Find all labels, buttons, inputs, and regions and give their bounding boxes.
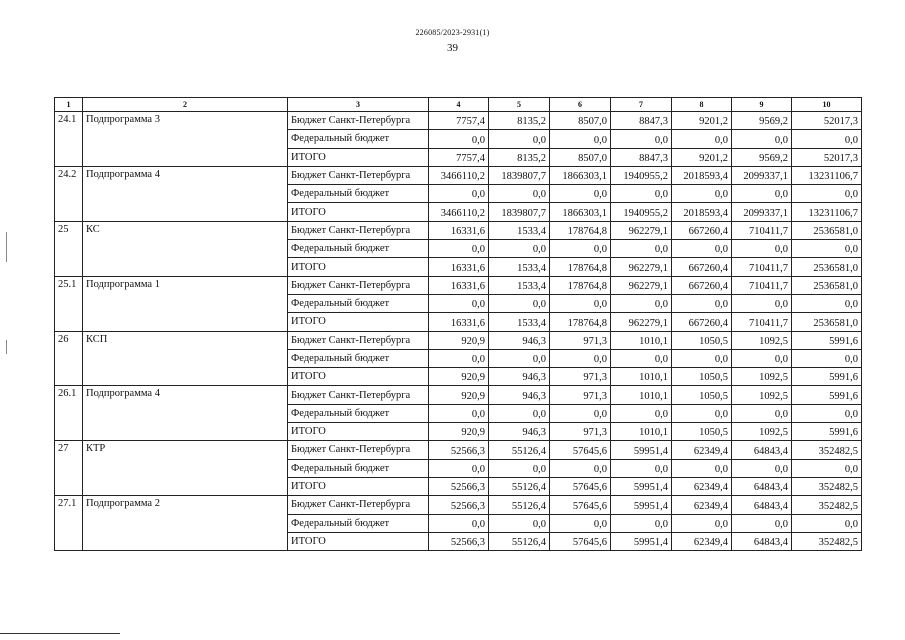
- amount-cell: 0,0: [672, 404, 732, 422]
- amount-cell: 0,0: [550, 514, 611, 532]
- program-name: Подпрограмма 3: [83, 112, 288, 167]
- funding-source: Федеральный бюджет: [288, 404, 429, 422]
- funding-source: Федеральный бюджет: [288, 130, 429, 148]
- amount-cell: 1092,5: [732, 331, 792, 349]
- amount-cell: 0,0: [550, 459, 611, 477]
- amount-cell: 0,0: [550, 404, 611, 422]
- funding-source: ИТОГО: [288, 368, 429, 386]
- amount-cell: 0,0: [672, 294, 732, 312]
- amount-cell: 0,0: [550, 294, 611, 312]
- program-name: КС: [83, 221, 288, 276]
- amount-cell: 62349,4: [672, 477, 732, 495]
- amount-cell: 55126,4: [489, 477, 550, 495]
- amount-cell: 971,3: [550, 423, 611, 441]
- funding-source: Федеральный бюджет: [288, 294, 429, 312]
- amount-cell: 0,0: [550, 185, 611, 203]
- amount-cell: 971,3: [550, 386, 611, 404]
- amount-cell: 62349,4: [672, 532, 732, 550]
- amount-cell: 178764,8: [550, 258, 611, 276]
- amount-cell: 0,0: [429, 404, 489, 422]
- amount-cell: 962279,1: [611, 276, 672, 294]
- amount-cell: 0,0: [429, 240, 489, 258]
- amount-cell: 971,3: [550, 331, 611, 349]
- amount-cell: 0,0: [429, 459, 489, 477]
- amount-cell: 0,0: [732, 185, 792, 203]
- amount-cell: 0,0: [732, 459, 792, 477]
- amount-cell: 0,0: [672, 459, 732, 477]
- row-number: 25.1: [55, 276, 83, 331]
- amount-cell: 57645,6: [550, 477, 611, 495]
- amount-cell: 971,3: [550, 368, 611, 386]
- amount-cell: 1866303,1: [550, 166, 611, 184]
- amount-cell: 3466110,2: [429, 166, 489, 184]
- table-row: [55, 331, 862, 349]
- amount-cell: 710411,7: [732, 313, 792, 331]
- amount-cell: 1866303,1: [550, 203, 611, 221]
- funding-source: Федеральный бюджет: [288, 514, 429, 532]
- amount-cell: 946,3: [489, 331, 550, 349]
- amount-cell: 667260,4: [672, 276, 732, 294]
- table-row: [55, 112, 862, 130]
- amount-cell: 0,0: [611, 130, 672, 148]
- amount-cell: 920,9: [429, 331, 489, 349]
- column-header: 4: [429, 98, 489, 112]
- scan-margin-mark: [6, 340, 7, 354]
- amount-cell: 8507,0: [550, 112, 611, 130]
- amount-cell: 7757,4: [429, 112, 489, 130]
- amount-cell: 8135,2: [489, 148, 550, 166]
- amount-cell: 667260,4: [672, 258, 732, 276]
- funding-source: ИТОГО: [288, 203, 429, 221]
- amount-cell: 352482,5: [792, 441, 862, 459]
- footer-rule: [0, 633, 120, 634]
- amount-cell: 710411,7: [732, 258, 792, 276]
- amount-cell: 710411,7: [732, 276, 792, 294]
- amount-cell: 0,0: [732, 349, 792, 367]
- amount-cell: 1092,5: [732, 386, 792, 404]
- row-number: 26.1: [55, 386, 83, 441]
- amount-cell: 0,0: [672, 185, 732, 203]
- amount-cell: 962279,1: [611, 313, 672, 331]
- amount-cell: 946,3: [489, 368, 550, 386]
- table-row: [55, 221, 862, 239]
- amount-cell: 2018593,4: [672, 166, 732, 184]
- amount-cell: 0,0: [792, 349, 862, 367]
- amount-cell: 55126,4: [489, 496, 550, 514]
- amount-cell: 352482,5: [792, 496, 862, 514]
- amount-cell: 178764,8: [550, 313, 611, 331]
- funding-source: ИТОГО: [288, 258, 429, 276]
- program-name: Подпрограмма 4: [83, 166, 288, 221]
- program-name: Подпрограмма 1: [83, 276, 288, 331]
- amount-cell: 946,3: [489, 423, 550, 441]
- amount-cell: 64843,4: [732, 496, 792, 514]
- amount-cell: 2536581,0: [792, 221, 862, 239]
- amount-cell: 59951,4: [611, 477, 672, 495]
- table-row: [55, 276, 862, 294]
- amount-cell: 352482,5: [792, 532, 862, 550]
- row-number: 27: [55, 441, 83, 496]
- amount-cell: 710411,7: [732, 221, 792, 239]
- amount-cell: 0,0: [672, 514, 732, 532]
- amount-cell: 5991,6: [792, 423, 862, 441]
- amount-cell: 2018593,4: [672, 203, 732, 221]
- amount-cell: 1092,5: [732, 368, 792, 386]
- amount-cell: 0,0: [611, 240, 672, 258]
- amount-cell: 1940955,2: [611, 166, 672, 184]
- amount-cell: 2536581,0: [792, 313, 862, 331]
- row-number: 27.1: [55, 496, 83, 551]
- amount-cell: 1533,4: [489, 313, 550, 331]
- amount-cell: 920,9: [429, 386, 489, 404]
- program-name: КСП: [83, 331, 288, 386]
- amount-cell: 0,0: [489, 459, 550, 477]
- amount-cell: 1092,5: [732, 423, 792, 441]
- amount-cell: 1050,5: [672, 368, 732, 386]
- amount-cell: 0,0: [550, 130, 611, 148]
- column-header: 3: [288, 98, 429, 112]
- funding-source: ИТОГО: [288, 532, 429, 550]
- amount-cell: 0,0: [672, 130, 732, 148]
- amount-cell: 64843,4: [732, 441, 792, 459]
- page-number: 39: [447, 42, 458, 54]
- amount-cell: 0,0: [792, 240, 862, 258]
- amount-cell: 16331,6: [429, 221, 489, 239]
- amount-cell: 0,0: [489, 404, 550, 422]
- amount-cell: 16331,6: [429, 313, 489, 331]
- funding-source: ИТОГО: [288, 148, 429, 166]
- amount-cell: 0,0: [792, 130, 862, 148]
- amount-cell: 0,0: [732, 130, 792, 148]
- funding-source: ИТОГО: [288, 477, 429, 495]
- amount-cell: 667260,4: [672, 313, 732, 331]
- amount-cell: 8847,3: [611, 148, 672, 166]
- program-name: Подпрограмма 4: [83, 386, 288, 441]
- amount-cell: 64843,4: [732, 477, 792, 495]
- amount-cell: 0,0: [611, 514, 672, 532]
- scan-margin-mark: [6, 232, 7, 262]
- amount-cell: 9569,2: [732, 148, 792, 166]
- table-row: [55, 386, 862, 404]
- funding-source: Бюджет Санкт-Петербурга: [288, 221, 429, 239]
- amount-cell: 0,0: [489, 294, 550, 312]
- funding-source: Бюджет Санкт-Петербурга: [288, 112, 429, 130]
- column-header: 8: [672, 98, 732, 112]
- amount-cell: 59951,4: [611, 441, 672, 459]
- amount-cell: 62349,4: [672, 441, 732, 459]
- amount-cell: 178764,8: [550, 276, 611, 294]
- row-number: 24.1: [55, 112, 83, 167]
- amount-cell: 1010,1: [611, 386, 672, 404]
- amount-cell: 1010,1: [611, 423, 672, 441]
- amount-cell: 9201,2: [672, 112, 732, 130]
- amount-cell: 9201,2: [672, 148, 732, 166]
- funding-source: ИТОГО: [288, 423, 429, 441]
- program-name: КТР: [83, 441, 288, 496]
- column-header: 9: [732, 98, 792, 112]
- amount-cell: 1533,4: [489, 276, 550, 294]
- amount-cell: 0,0: [732, 514, 792, 532]
- amount-cell: 1010,1: [611, 331, 672, 349]
- amount-cell: 0,0: [429, 294, 489, 312]
- amount-cell: 0,0: [732, 404, 792, 422]
- program-name: Подпрограмма 2: [83, 496, 288, 551]
- amount-cell: 55126,4: [489, 441, 550, 459]
- amount-cell: 0,0: [792, 294, 862, 312]
- funding-source: Бюджет Санкт-Петербурга: [288, 276, 429, 294]
- amount-cell: 0,0: [672, 349, 732, 367]
- amount-cell: 52017,3: [792, 112, 862, 130]
- amount-cell: 0,0: [732, 240, 792, 258]
- amount-cell: 1050,5: [672, 331, 732, 349]
- column-header: 10: [792, 98, 862, 112]
- amount-cell: 0,0: [429, 349, 489, 367]
- row-number: 25: [55, 221, 83, 276]
- amount-cell: 5991,6: [792, 331, 862, 349]
- amount-cell: 2099337,1: [732, 203, 792, 221]
- amount-cell: 0,0: [732, 294, 792, 312]
- amount-cell: 667260,4: [672, 221, 732, 239]
- amount-cell: 962279,1: [611, 221, 672, 239]
- amount-cell: 178764,8: [550, 221, 611, 239]
- amount-cell: 1050,5: [672, 423, 732, 441]
- amount-cell: 0,0: [792, 404, 862, 422]
- amount-cell: 5991,6: [792, 386, 862, 404]
- amount-cell: 0,0: [792, 185, 862, 203]
- amount-cell: 0,0: [611, 349, 672, 367]
- table-row: [55, 496, 862, 514]
- budget-table: [54, 97, 862, 551]
- amount-cell: 0,0: [489, 349, 550, 367]
- amount-cell: 920,9: [429, 423, 489, 441]
- amount-cell: 0,0: [489, 240, 550, 258]
- amount-cell: 0,0: [550, 349, 611, 367]
- amount-cell: 9569,2: [732, 112, 792, 130]
- amount-cell: 0,0: [672, 240, 732, 258]
- amount-cell: 1050,5: [672, 386, 732, 404]
- funding-source: Бюджет Санкт-Петербурга: [288, 386, 429, 404]
- amount-cell: 52017,3: [792, 148, 862, 166]
- amount-cell: 52566,3: [429, 496, 489, 514]
- amount-cell: 0,0: [611, 404, 672, 422]
- amount-cell: 0,0: [489, 185, 550, 203]
- amount-cell: 5991,6: [792, 368, 862, 386]
- funding-source: Бюджет Санкт-Петербурга: [288, 441, 429, 459]
- amount-cell: 59951,4: [611, 532, 672, 550]
- table-row: [55, 441, 862, 459]
- amount-cell: 57645,6: [550, 496, 611, 514]
- amount-cell: 16331,6: [429, 276, 489, 294]
- amount-cell: 52566,3: [429, 441, 489, 459]
- amount-cell: 0,0: [611, 185, 672, 203]
- amount-cell: 13231106,7: [792, 203, 862, 221]
- amount-cell: 8847,3: [611, 112, 672, 130]
- funding-source: Федеральный бюджет: [288, 240, 429, 258]
- column-header: 7: [611, 98, 672, 112]
- amount-cell: 0,0: [792, 459, 862, 477]
- amount-cell: 0,0: [429, 514, 489, 532]
- row-number: 26: [55, 331, 83, 386]
- table-header-row: [55, 98, 862, 112]
- amount-cell: 962279,1: [611, 258, 672, 276]
- row-number: 24.2: [55, 166, 83, 221]
- amount-cell: 57645,6: [550, 441, 611, 459]
- amount-cell: 1839807,7: [489, 203, 550, 221]
- amount-cell: 352482,5: [792, 477, 862, 495]
- document-code: 226085/2023-2931(1): [415, 28, 490, 37]
- amount-cell: 0,0: [489, 130, 550, 148]
- table-row: [55, 166, 862, 184]
- funding-source: Федеральный бюджет: [288, 459, 429, 477]
- amount-cell: 62349,4: [672, 496, 732, 514]
- amount-cell: 1010,1: [611, 368, 672, 386]
- amount-cell: 2099337,1: [732, 166, 792, 184]
- amount-cell: 920,9: [429, 368, 489, 386]
- amount-cell: 16331,6: [429, 258, 489, 276]
- amount-cell: 2536581,0: [792, 258, 862, 276]
- amount-cell: 0,0: [611, 294, 672, 312]
- amount-cell: 1839807,7: [489, 166, 550, 184]
- funding-source: Бюджет Санкт-Петербурга: [288, 496, 429, 514]
- amount-cell: 1533,4: [489, 221, 550, 239]
- funding-source: Федеральный бюджет: [288, 185, 429, 203]
- amount-cell: 0,0: [489, 514, 550, 532]
- amount-cell: 52566,3: [429, 532, 489, 550]
- funding-source: Федеральный бюджет: [288, 349, 429, 367]
- amount-cell: 59951,4: [611, 496, 672, 514]
- amount-cell: 0,0: [792, 514, 862, 532]
- amount-cell: 8135,2: [489, 112, 550, 130]
- amount-cell: 946,3: [489, 386, 550, 404]
- column-header: 5: [489, 98, 550, 112]
- amount-cell: 1940955,2: [611, 203, 672, 221]
- amount-cell: 8507,0: [550, 148, 611, 166]
- funding-source: ИТОГО: [288, 313, 429, 331]
- amount-cell: 7757,4: [429, 148, 489, 166]
- amount-cell: 57645,6: [550, 532, 611, 550]
- amount-cell: 0,0: [429, 130, 489, 148]
- amount-cell: 64843,4: [732, 532, 792, 550]
- amount-cell: 55126,4: [489, 532, 550, 550]
- funding-source: Бюджет Санкт-Петербурга: [288, 166, 429, 184]
- amount-cell: 0,0: [611, 459, 672, 477]
- amount-cell: 0,0: [550, 240, 611, 258]
- column-header: 1: [55, 98, 83, 112]
- funding-source: Бюджет Санкт-Петербурга: [288, 331, 429, 349]
- amount-cell: 2536581,0: [792, 276, 862, 294]
- column-header: 6: [550, 98, 611, 112]
- amount-cell: 52566,3: [429, 477, 489, 495]
- column-header: 2: [83, 98, 288, 112]
- amount-cell: 0,0: [429, 185, 489, 203]
- amount-cell: 13231106,7: [792, 166, 862, 184]
- amount-cell: 3466110,2: [429, 203, 489, 221]
- amount-cell: 1533,4: [489, 258, 550, 276]
